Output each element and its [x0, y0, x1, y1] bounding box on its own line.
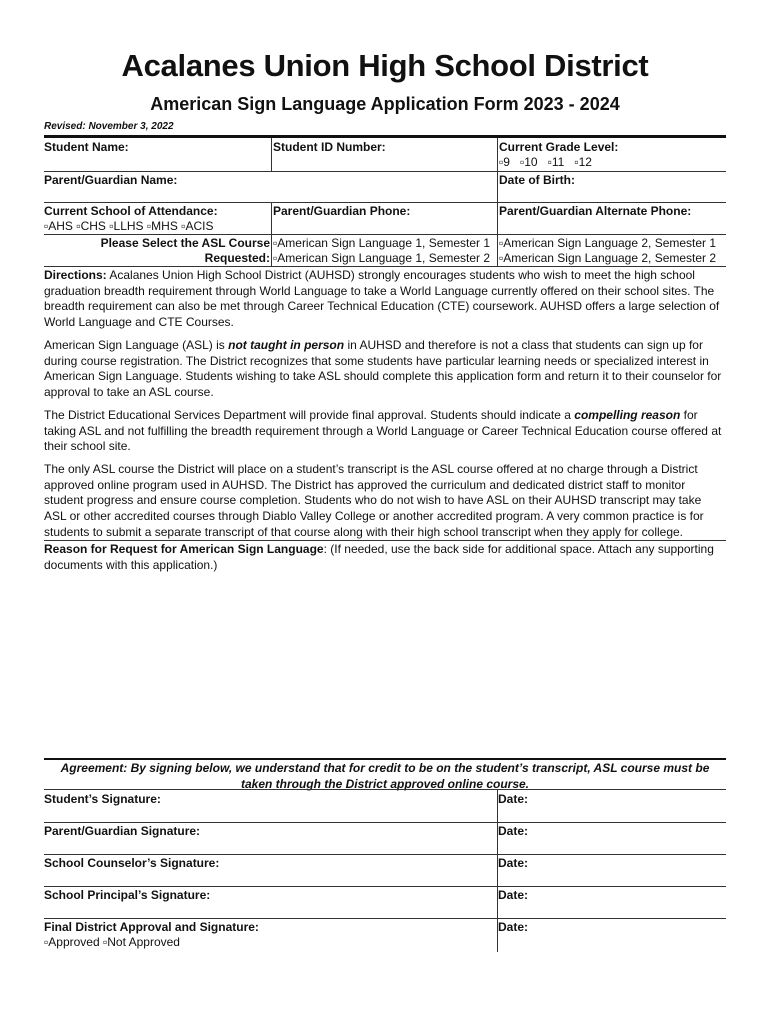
reason-text: : (If needed, use the back side for additional space. Attach any supporting documents with this application.) — [44, 542, 714, 572]
divider — [271, 234, 272, 266]
school-llhs-checkbox[interactable]: ▫LLHS — [109, 219, 144, 233]
page-title: Acalanes Union High School District — [121, 48, 649, 83]
grade-level-label: Current Grade Level: — [499, 140, 619, 154]
divider — [497, 171, 498, 202]
student-name-field[interactable]: Student Name: — [44, 140, 129, 154]
grade-options — [499, 155, 618, 170]
grade-9-checkbox[interactable]: ▫9 — [499, 155, 510, 169]
asl1-options — [273, 236, 490, 266]
school-ahs-checkbox[interactable]: ▫AHS — [44, 219, 73, 233]
form-subtitle: American Sign Language Application Form 2023 - 2024 — [150, 94, 620, 114]
grade-level-field — [499, 140, 618, 170]
school-acis-checkbox[interactable]: ▫ACIS — [181, 219, 214, 233]
school-options — [44, 219, 218, 234]
grade-12-checkbox[interactable]: ▫12 — [574, 155, 592, 169]
divider — [271, 138, 272, 171]
asl1-sem2-checkbox[interactable]: ▫American Sign Language 1, Semester 2 — [273, 251, 491, 265]
reason-field[interactable] — [44, 540, 726, 573]
date-label: Date: — [498, 792, 529, 806]
grade-10-checkbox[interactable]: ▫10 — [519, 155, 538, 169]
parent-alt-phone-field[interactable]: Parent/Guardian Alternate Phone: — [499, 204, 692, 218]
approved-checkbox[interactable]: ▫Approved — [44, 935, 100, 949]
row-parent-info — [44, 171, 726, 203]
directions-label: Directions: — [44, 268, 107, 282]
date-label: Date: — [498, 920, 529, 934]
approval-options — [44, 935, 259, 950]
counselor-signature-label: School Counselor’s Signature: — [44, 856, 220, 870]
row-school-phone — [44, 202, 726, 235]
agreement-text: Agreement: By signing below, we understand that for credit to be on the student’s transcript, ASL course must be taken through the District approved online course. — [44, 758, 726, 792]
grade-11-checkbox[interactable]: ▫11 — [547, 155, 565, 169]
reason-label: Reason for Request for American Sign Language — [44, 542, 324, 556]
parent-phone-field[interactable]: Parent/Guardian Phone: — [273, 204, 411, 218]
parent-signature-row[interactable] — [44, 822, 726, 855]
dob-field[interactable]: Date of Birth: — [499, 173, 575, 187]
revised-date: Revised: November 3, 2022 — [44, 121, 174, 132]
directions-paragraph — [44, 268, 726, 331]
parent-name-field[interactable]: Parent/Guardian Name: — [44, 173, 178, 187]
course-select-label: Please Select the ASL Course Requested: — [100, 236, 270, 265]
directions-text: Acalanes Union High School District (AUHSD) strongly encourages students who wish to meet the high school graduation breadth requirement through World Language to take a World Language currently offered on their school sites. The breadth requirement can also be met through Career Technical Education (CTE) coursework. AUHSD offers a large selection of World Language and CTE Courses. — [44, 268, 720, 330]
asl2-options — [499, 236, 716, 266]
divider — [497, 202, 498, 234]
school-mhs-checkbox[interactable]: ▫MHS — [146, 219, 178, 233]
asl-paragraph: American Sign Language (ASL) is not taught in person in AUHSD and therefore is not a class that students can sign up for during course registration. The District recognizes that some students have particular learning needs or specialized interest in American Sign Language. Students wishing to take ASL should complete this application form and return it to their counselor for approval to take an ASL course. — [44, 338, 722, 400]
divider — [497, 138, 498, 171]
transcript-paragraph: The only ASL course the District will place on a student’s transcript is the ASL course offered at no charge through a District approved online program used in AUHSD. The District has approved the curriculum and dedicated district staff to monitor student progress and ensure course completion. Students who do not wish to have ASL on their AUHSD transcript may take ASL or other accredited courses through Diablo Valley College or another accredited program. A very common practice is for students to submit a separate transcript of that course along with their high school transcript when they apply for college. — [44, 462, 704, 539]
school-chs-checkbox[interactable]: ▫CHS — [76, 219, 106, 233]
principal-signature-label: School Principal’s Signature: — [44, 888, 211, 902]
date-label: Date: — [498, 856, 529, 870]
approval-paragraph: The District Educational Services Department will provide final approval. Students should indicate a compelling reason for taking ASL and not fulfilling the breadth requirement through a World Language or Career Technical Education course offered at their school site. — [44, 408, 722, 454]
date-label: Date: — [498, 888, 529, 902]
district-approval-row[interactable] — [44, 918, 726, 952]
divider — [271, 202, 272, 234]
row-student-info — [44, 138, 726, 172]
asl2-sem1-checkbox[interactable]: ▫American Sign Language 2, Semester 1 — [499, 236, 717, 250]
district-approval-label: Final District Approval and Signature: — [44, 920, 259, 934]
counselor-signature-row[interactable] — [44, 854, 726, 887]
parent-signature-label: Parent/Guardian Signature: — [44, 824, 201, 838]
date-label: Date: — [498, 824, 529, 838]
student-id-field[interactable]: Student ID Number: — [273, 140, 386, 154]
school-label: Current School of Attendance: — [44, 204, 218, 218]
student-signature-label: Student’s Signature: — [44, 792, 161, 806]
student-signature-row[interactable] — [44, 789, 726, 823]
not-approved-checkbox[interactable]: ▫Not Approved — [102, 935, 180, 949]
asl1-sem1-checkbox[interactable]: ▫American Sign Language 1, Semester 1 — [273, 236, 491, 250]
row-course-select — [44, 234, 726, 267]
divider — [497, 234, 498, 266]
asl2-sem2-checkbox[interactable]: ▫American Sign Language 2, Semester 2 — [499, 251, 717, 265]
district-approval-field — [44, 920, 259, 950]
principal-signature-row[interactable] — [44, 886, 726, 919]
school-field — [44, 204, 218, 234]
